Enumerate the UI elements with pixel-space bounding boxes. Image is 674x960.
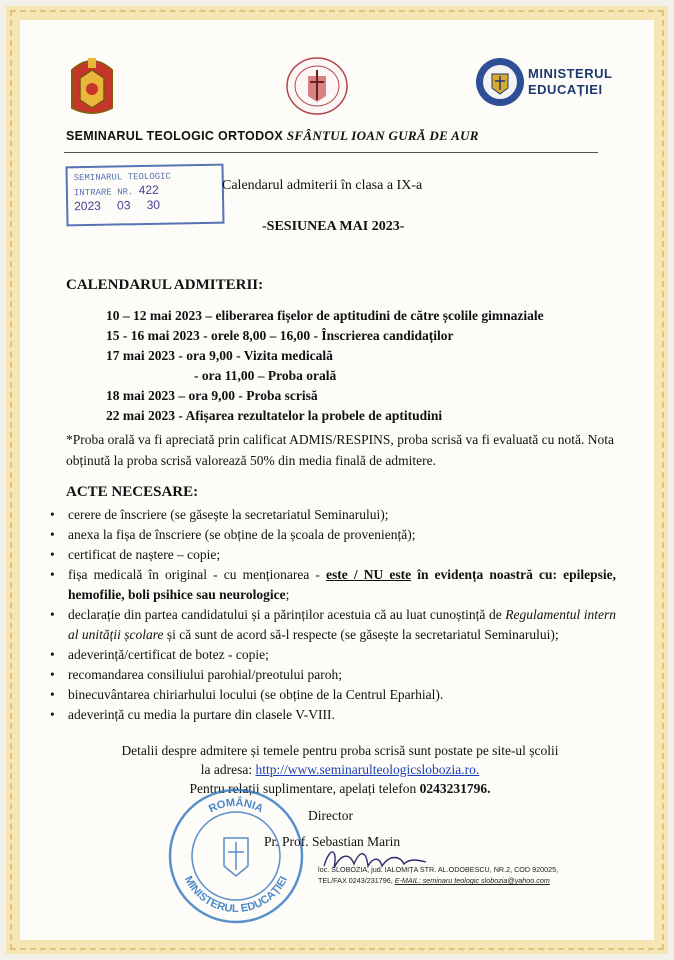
- details-line1: Detalii despre admitere și temele pentru proba scrisă sunt postate pe site-ul școlii: [121, 743, 559, 758]
- details-block: [66, 741, 614, 798]
- list-item: • anexa la fișa de înscriere (se obține de la școala de proveniență);: [50, 525, 616, 545]
- medical-status: este / NU este: [326, 567, 412, 582]
- declaration-text-end: și că sunt de acord să-l respecte (se găsește la secretariatul Seminarului);: [163, 627, 559, 642]
- footer-email-label: E-MAIL:: [394, 876, 423, 885]
- calendar-row: 15 - 16 mai 2023 - orele 8,00 – 16,00 - Înscrierea candidaților: [106, 328, 454, 343]
- documents-heading: ACTE NECESARE:: [66, 484, 199, 500]
- ministry-crest-icon: [474, 56, 526, 108]
- registration-stamp-line1: SEMINARUL TEOLOGIC: [73, 171, 171, 184]
- registration-month: 03: [116, 198, 131, 213]
- school-name: [66, 128, 479, 144]
- registration-stamp-label: INTRARE NR.: [73, 187, 134, 199]
- patriarchate-crest-icon: [64, 56, 120, 116]
- calendar-note: *Proba orală va fi apreciată prin calificat ADMIS/RESPINS, proba scrisă va fi evaluată cu notă. Nota obținută la proba scrisă valorează 50% din media finală de admitere.: [66, 432, 614, 468]
- round-stamp: [166, 786, 306, 926]
- phone-number: 0243231796.: [419, 781, 491, 796]
- list-item: • adeverință cu media la purtare din clasele V-VIII.: [50, 705, 616, 725]
- footer-contact: [318, 864, 558, 886]
- registration-day: 30: [146, 197, 161, 212]
- calendar-row: 17 mai 2023 - ora 9,00 - Vizita medicală: [106, 348, 333, 363]
- stamp-bottom-text: MINISTERUL EDUCAȚIEI: [181, 874, 291, 916]
- medical-text: fișa medicală în original - cu menționarea -: [68, 567, 327, 582]
- registration-number: 422: [138, 182, 159, 198]
- calendar-heading: CALENDARUL ADMITERII:: [66, 277, 264, 293]
- footer-phone: TEL/FAX 0243/231796,: [318, 876, 395, 885]
- documents-list: [50, 505, 616, 725]
- calendar-row: 10 – 12 mai 2023 – eliberarea fișelor de aptitudini de către școlile gimnaziale: [106, 308, 544, 323]
- list-item: • binecuvântarea chiriarhului locului (se obține de la Centrul Eparhial).: [50, 685, 616, 705]
- school-name-main: SEMINARUL TEOLOGIC ORTODOX: [66, 129, 284, 143]
- ministry-line2: EDUCAȚIEI: [528, 82, 603, 97]
- school-name-saint: SFÂNTUL IOAN GURĂ DE AUR: [286, 128, 479, 143]
- list-item-medical: [50, 565, 616, 605]
- director-title: Director: [308, 808, 353, 823]
- list-item: • certificat de naștere – copie;: [50, 545, 616, 565]
- calendar-row: - ora 11,00 – Proba orală: [194, 368, 337, 383]
- footer-email[interactable]: seminaru teologic slobozia@yahoo.com: [422, 876, 550, 885]
- list-item-declaration: [50, 605, 616, 645]
- session-title: -SESIUNEA MAI 2023-: [262, 219, 405, 234]
- seminary-seal-icon: [284, 56, 350, 116]
- footer-address: loc. SLOBOZIA, jud. IALOMIȚA STR. AL.ODOBESCU, NR.2, COD 920025,: [318, 865, 559, 874]
- declaration-text: declarație din partea candidatului și a părinților acestuia că au luat cunoștință de: [68, 607, 506, 622]
- stamp-top-text: ROMÂNIA: [206, 796, 266, 816]
- calendar-row: 18 mai 2023 – ora 9,00 - Proba scrisă: [106, 388, 318, 403]
- registration-stamp: [65, 164, 224, 227]
- ministry-line1: MINISTERUL: [528, 66, 613, 81]
- document-title: Calendarul admiterii în clasa a IX-a: [222, 178, 423, 193]
- list-item: • recomandarea consiliului parohial/preotului paroh;: [50, 665, 616, 685]
- list-item: • cerere de înscriere (se găsește la secretariatul Seminarului);: [50, 505, 616, 525]
- list-item: • adeverință/certificat de botez - copie;: [50, 645, 616, 665]
- header-divider: [64, 152, 598, 153]
- ministry-name: [528, 66, 612, 98]
- medical-end: ;: [285, 587, 290, 602]
- registration-year: 2023: [74, 198, 102, 214]
- calendar-row: 22 mai 2023 - Afișarea rezultatelor la probele de aptitudini: [106, 408, 443, 423]
- details-address-prefix: la adresa:: [200, 762, 256, 777]
- details-phone-prefix: Pentru relații suplimentare, apelați telefon: [189, 781, 420, 796]
- director-name: Pr. Prof. Sebastian Marin: [264, 834, 401, 849]
- medical-conditions: în evidența noastră cu: epilepsie, hemofilie, boli psihice sau neurologice: [68, 567, 616, 602]
- website-link[interactable]: http://www.seminarulteologicslobozia.ro.: [255, 762, 480, 777]
- declaration-regulation: Regulamentul intern al unității școlare: [68, 607, 616, 642]
